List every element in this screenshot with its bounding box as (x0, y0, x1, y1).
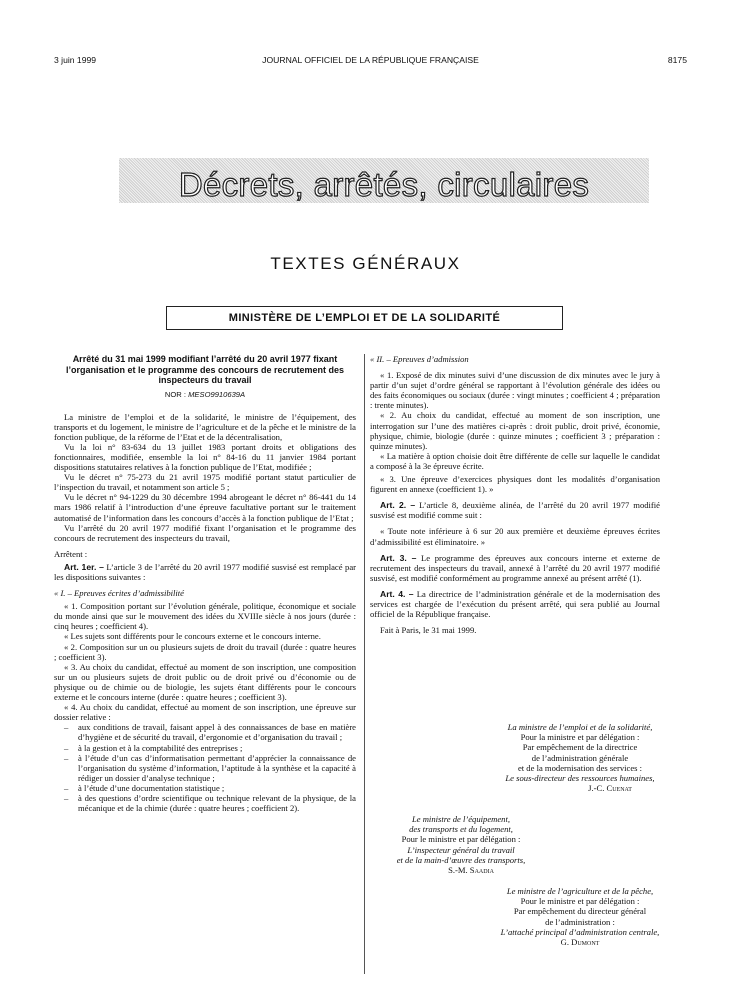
right-column (370, 354, 660, 635)
header-journal: JOURNAL OFFICIEL DE LA RÉPUBLIQUE FRANÇAISE (262, 55, 479, 65)
column-divider (364, 354, 365, 974)
admission-2: « 2. Au choix du candidat, effectué au moment de son inscription, une interrogation sur l’une des matières ci-après : droit public, droit privé, économie, physique, chimie, biologie (durée : quinze minutes ; coefficient 3 ; préparation : quinze minutes). (370, 410, 660, 451)
sig-name: S.-M. Saadia (448, 865, 494, 876)
admission-2-note: « La matière à option choisie doit être différente de celle sur laquelle le candidat a composé à la 3e épreuve écrite. (370, 450, 660, 471)
dossier-options (54, 722, 356, 813)
running-header (54, 55, 687, 67)
sig-title: des transports et du logement, (409, 824, 513, 835)
sig-role: L’inspecteur général du travail (407, 844, 515, 855)
sig-line: et de la modernisation des services : (517, 762, 643, 773)
subheading-admission: « II. – Epreuves d’admission (370, 354, 469, 364)
sig-line: de l’administration : (545, 916, 615, 927)
sig-line: Par empêchement de la directrice (522, 742, 638, 753)
article-2-quote: « Toute note inférieure à 6 sur 20 aux première et deuxième épreuves écrites d’admissibilité est éliminatoire. » (370, 526, 660, 547)
article-2-label: Art. 2. – (380, 500, 416, 511)
article-4-text: La directrice de l’administration générale et de la modernisation des services est chargée de l’exécution du présent arrêté, qui sera publié au Journal officiel de la République française. (370, 588, 660, 620)
list-item: – à des questions d’ordre scientifique ou technique relevant de la physique, de la mécanique et de la chimie (durée : quatre heures ; coefficient 2). (78, 793, 356, 813)
article-1 (54, 562, 356, 582)
sig-title: Le ministre de l’équipement, (411, 814, 510, 824)
sig-name: G. Dumont (560, 937, 600, 948)
article-1-label: Art. 1er. – (64, 561, 104, 572)
list-item: – aux conditions de travail, faisant appel à des connaissances de base en matière d’hygiène et de sécurité du travail, d’ergonomie et d’organisation du travail ; (78, 722, 356, 742)
list-item: – à la gestion et à la comptabilité des entreprises ; (78, 743, 356, 753)
fait-a-paris: Fait à Paris, le 31 mai 1999. (380, 625, 477, 636)
article-4-label: Art. 4. – (380, 588, 414, 599)
sig-title: Le ministre de l’agriculture et de la pêche, (506, 886, 654, 896)
list-item: – à l’étude d’une documentation statistique ; (78, 783, 356, 793)
epreuve-4: « 4. Au choix du candidat, effectué au moment de son inscription, une épreuve sur dossier relative : (54, 702, 356, 723)
article-2 (370, 500, 660, 520)
ministry-box: MINISTÈRE DE L’EMPLOI ET DE LA SOLIDARITÉ (166, 306, 563, 330)
signature-emploi (470, 722, 690, 793)
epreuve-1-note: « Les sujets sont différents pour le concours externe et le concours interne. (64, 631, 321, 642)
admission-1: « 1. Exposé de dix minutes suivi d’une discussion de dix minutes avec le jury à partir d’un sujet d’ordre général se rapportant à l’évolution générale des idées ou des faits économiques ou sociaux (durée : vingt minutes ; coefficient 4 ; préparation : trente minutes). (370, 370, 660, 411)
sig-name: J.-C. Cuenat (588, 783, 632, 794)
article-3-label: Art. 3. – (380, 552, 417, 563)
epreuve-1: « 1. Composition portant sur l’évolution générale, politique, économique et sociale du monde ainsi que sur le mouvement des idées du XVIIIe siècle à nos jours (durée : cinq heures ; coefficient 4). (54, 601, 356, 632)
article-2-text: L’article 8, deuxième alinéa, de l’arrêté du 20 avril 1977 modifié susvisé est modifié comme suit : (370, 500, 660, 521)
sig-line: Pour le ministre et par délégation : (401, 834, 521, 845)
visa-4: Vu l’arrêté du 20 avril 1977 modifié fixant l’organisation et le programme des concours de recrutement des inspecteurs du travail, (54, 522, 356, 543)
epreuve-2: « 2. Composition sur un ou plusieurs sujets de droit du travail (durée : quatre heures ; coefficient 3). (54, 641, 356, 662)
admission-3: « 3. Une épreuve d’exercices physiques dont les modalités d’organisation figurent en annexe (coefficient 1). » (370, 474, 660, 495)
article-3-text: Le programme des épreuves aux concours interne et externe de recrutement des inspecteurs du travail, annexé à l’arrêté du 20 avril 1977 modifié susvisé, est modifié conformément au programme annexé au présent arrêté (1). (370, 552, 660, 583)
sig-line: de l’administration générale (531, 752, 629, 763)
header-date: 3 juin 1999 (54, 55, 97, 65)
visa-2: Vu le décret n° 75-273 du 21 avril 1975 modifié portant statut particulier de l’inspection du travail, et notamment son article 5 ; (54, 472, 356, 493)
nor-value: MESO9910639A (188, 389, 246, 399)
article-4 (370, 589, 660, 619)
nor-label: NOR : (164, 389, 186, 399)
article-1-text: L’article 3 de l’arrêté du 20 avril 1977 modifié susvisé est remplacé par les dispositions suivantes : (54, 561, 356, 582)
epreuve-3: « 3. Au choix du candidat, effectué au moment de son inscription, une composition sur un ou plusieurs sujets de droit public ou de droit privé ou d’économie ou de physique ou de chimie ou de biologie, les sujets étant différents pour le concours externe et le concours interne (durée : quatre heures ; coefficient 3). (54, 661, 356, 703)
sig-line: Par empêchement du directeur général (513, 906, 647, 917)
left-column (54, 354, 356, 813)
sig-role: L’attaché principal d’administration centrale, (500, 926, 660, 937)
nor-reference (54, 390, 356, 400)
decree-title: Arrêté du 31 mai 1999 modifiant l’arrêté du 20 avril 1977 fixant l’organisation et le programme des concours de recrutement des inspecteurs du travail (65, 354, 345, 385)
article-3 (370, 553, 660, 583)
sig-line: Pour le ministre et par délégation : (520, 896, 640, 907)
visa-3: Vu le décret n° 94-1229 du 30 décembre 1994 abrogeant le décret n° 86-441 du 14 mars 1986 relatif à l’introduction d’une épreuve facultative portant sur le traitement automatisé de l’information dans les concours d’accès à la fonction publique de l’Etat ; (54, 492, 356, 523)
arretent: Arrêtent : (54, 548, 88, 559)
preamble: La ministre de l’emploi et de la solidarité, le ministre de l’équipement, des transports et du logement, le ministre de l’agriculture et de la pêche et le ministre de la fonction publique, de la réforme de l’Etat et de la décentralisation, (54, 411, 356, 442)
signature-agriculture (470, 886, 690, 947)
sig-line: Pour la ministre et par délégation : (520, 732, 640, 743)
visa-1: Vu la loi n° 83-634 du 13 juillet 1983 portant droits et obligations des fonctionnaires, modifiée, ensemble la loi n° 84-16 du 11 janvier 1984 portant dispositions statutaires relatives à la fonction publique de l’Etat, modifiée ; (54, 441, 356, 473)
section-title: TEXTES GÉNÉRAUX (270, 254, 461, 273)
list-item: – à l’étude d’un cas d’informatisation permettant d’apprécier la connaissance de l’organisation du système d’information, l’aptitude à la synthèse et la capacité à rédiger un dossier d’analyse technique ; (78, 753, 356, 783)
page-number: 8175 (667, 55, 687, 65)
signature-equipement (376, 814, 546, 875)
sig-role: et de la main-d’œuvre des transports, (396, 854, 526, 865)
banner-title: Décrets, arrêtés, circulaires (178, 166, 590, 203)
subheading-admissibilite: « I. – Epreuves écrites d’admissibilité (54, 588, 184, 599)
sig-title: La ministre de l’emploi et de la solidarité, (507, 722, 653, 732)
sig-role: Le sous-directeur des ressources humaines, (505, 773, 655, 784)
